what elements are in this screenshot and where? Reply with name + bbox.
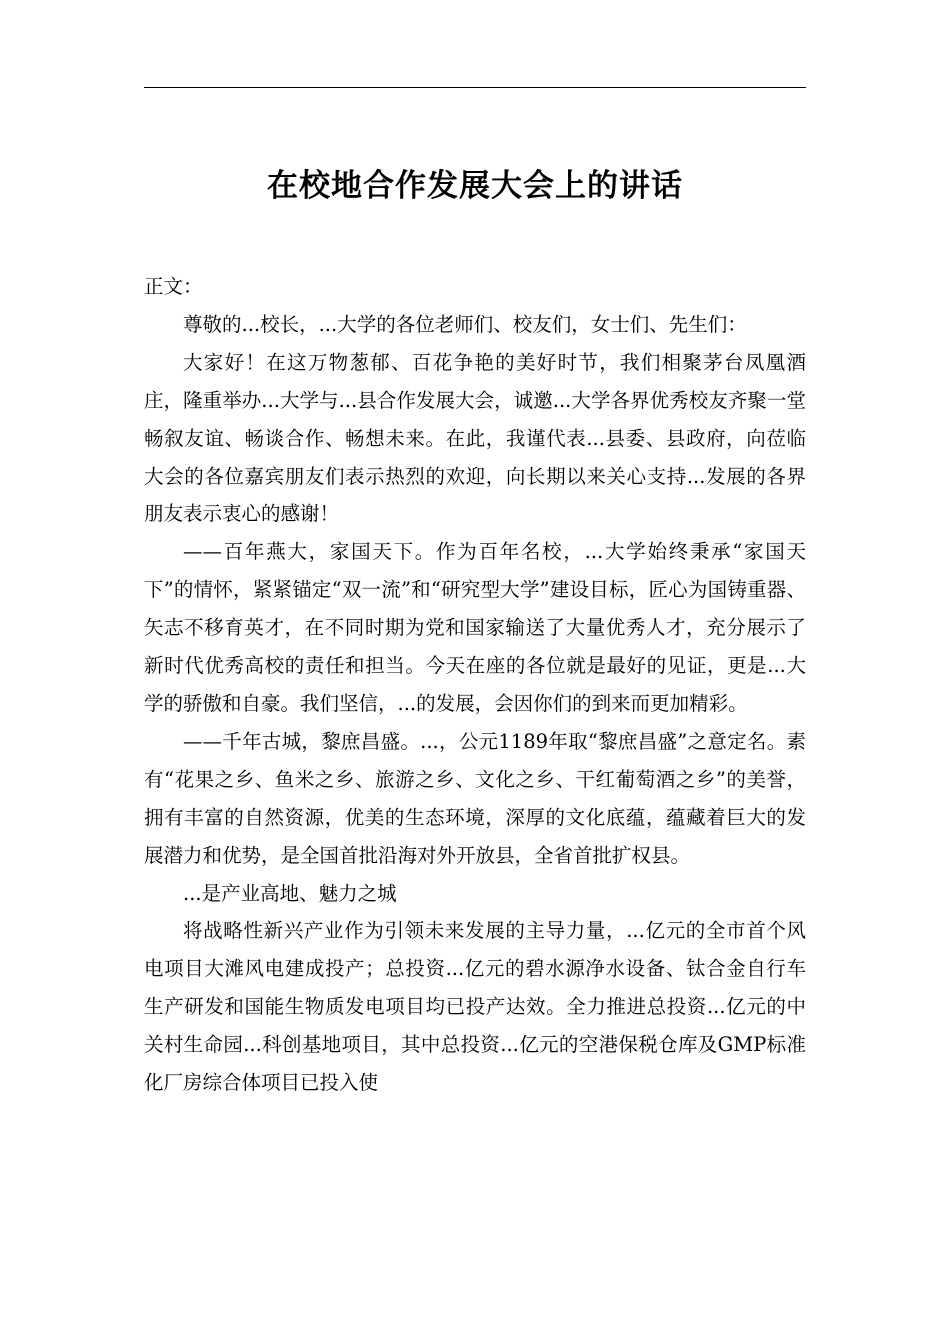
paragraph-subheading: ...是产业高地、魅力之城 [183,881,397,905]
paragraph-greeting: 大家好！在这万物葱郁、百花争艳的美好时节，我们相聚茅台凤凰酒庄，隆重举办...大学与...县合作发展大会，诚邀...大学各界优秀校友齐聚一堂畅叙友谊、畅谈合作、畅想未来。在此，我谨代表...县委、县政府，向莅临大会的各位嘉宾朋友们表示热烈的欢迎，向长期以来关心支持...发展的各界朋友表示衷心的感谢！ [144,350,806,526]
paragraph-salutation: 尊敬的...校长，...大学的各位老师们、校友们，女士们、先生们： [183,312,747,336]
paragraph-industry: 将战略性新兴产业作为引领未来发展的主导力量，...亿元的全市首个风电项目大滩风电建成投产；总投资...亿元的碧水源净水设备、钛合金自行车生产研发和国能生物质发电项目均已投产达效。全力推进总投资...亿元的中关村生命园...科创基地项目，其中总投资...亿元的空港保税仓库及GMP标准化厂房综合体项目已投入使 [144,919,806,1095]
document-body [144,268,806,1102]
header-rule [144,87,806,88]
paragraph-ancient-city: ——千年古城，黎庶昌盛。...，公元1189年取“黎庶昌盛”之意定名。素有“花果之乡、鱼米之乡、旅游之乡、文化之乡、干红葡萄酒之乡”的美誉，拥有丰富的自然资源，优美的生态环境，深厚的文化底蕴，蕴藏着巨大的发展潜力和优势，是全国首批沿海对外开放县，全省首批扩权县。 [144,729,806,867]
document-title: 在校地合作发展大会上的讲话 [267,168,683,204]
paragraph-university: ——百年燕大，家国天下。作为百年名校，...大学始终秉承“家国天下”的情怀，紧紧锚定“双一流”和“研究型大学”建设目标，匠心为国铸重器、矢志不移育英才，在不同时期为党和国家输送了大量优秀人才，充分展示了新时代优秀高校的责任和担当。今天在座的各位就是最好的见证，更是...大学的骄傲和自豪。我们坚信，...的发展，会因你们的到来而更加精彩。 [144,540,806,715]
body-label: 正文： [144,275,203,298]
